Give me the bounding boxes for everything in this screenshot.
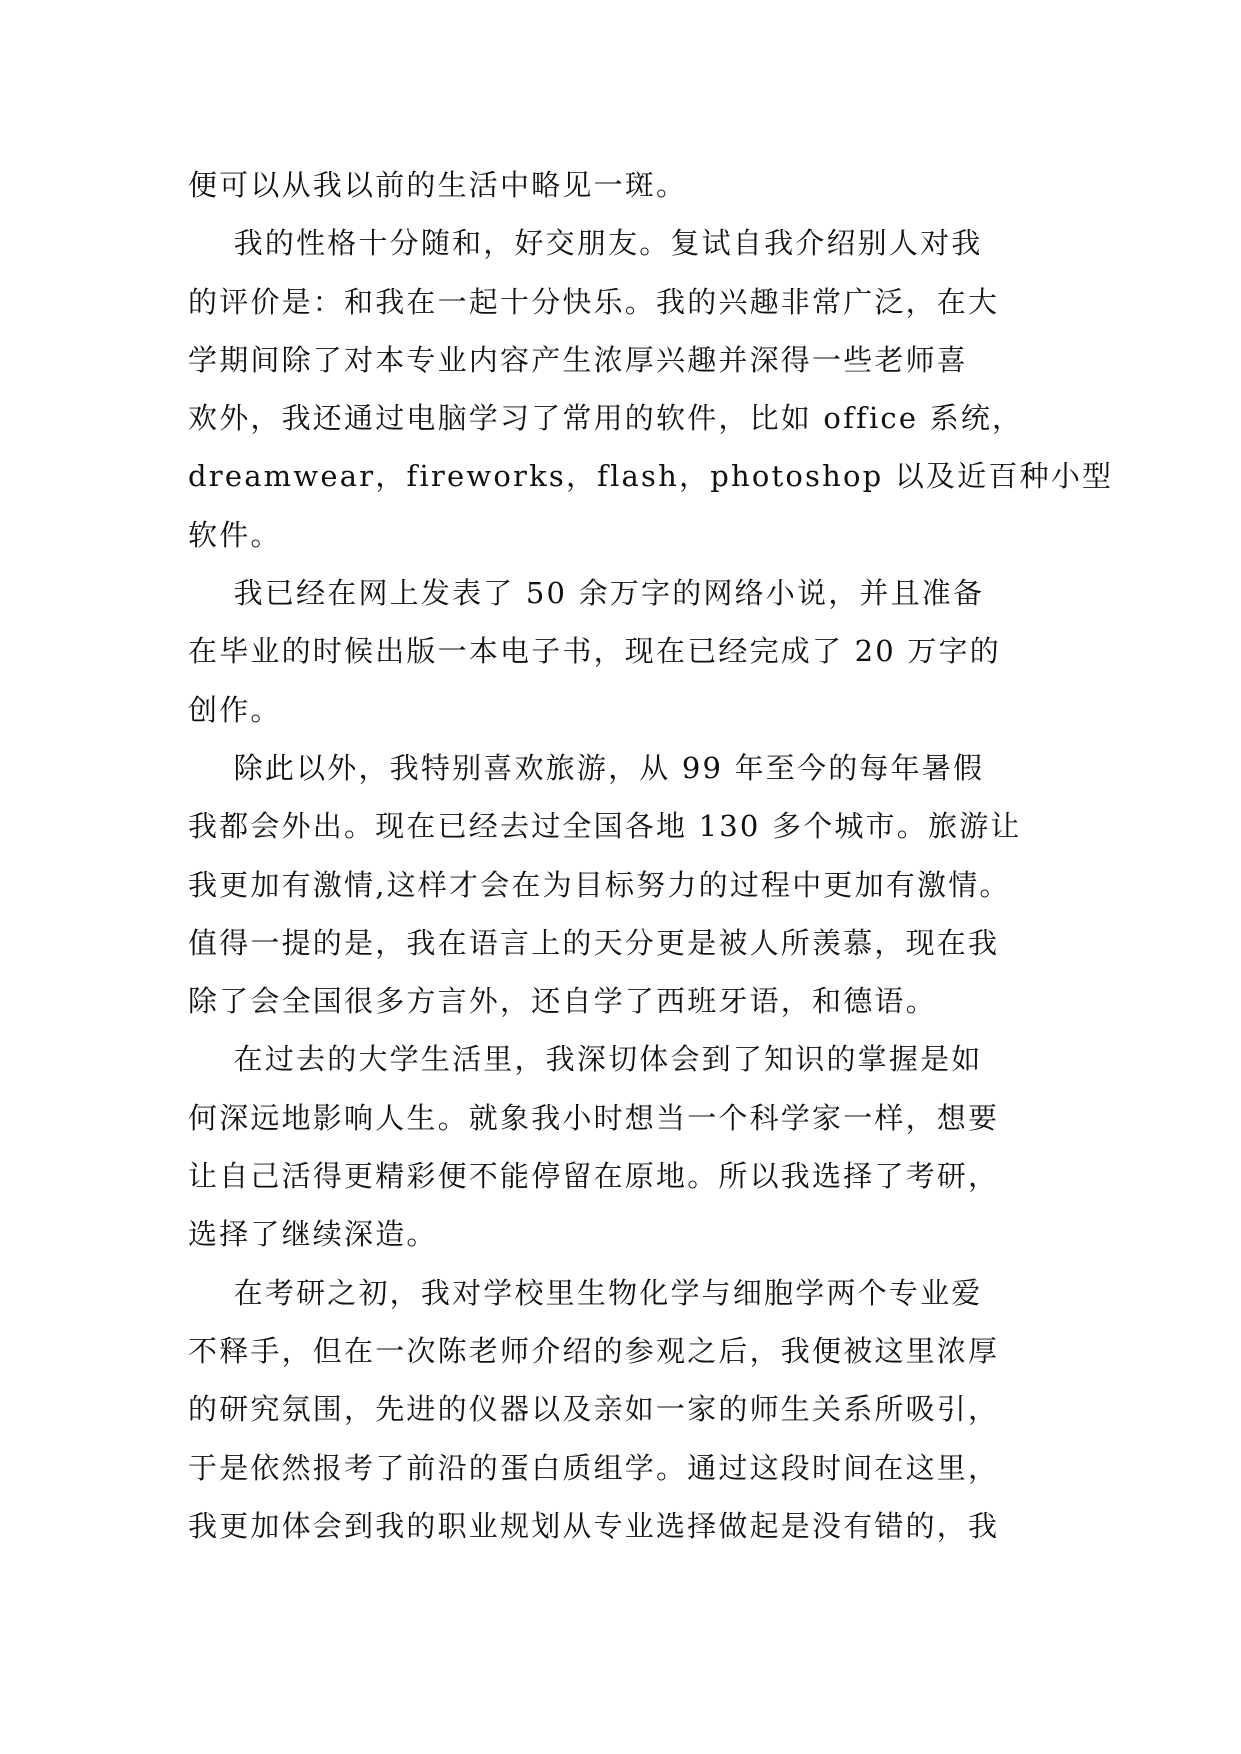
text-line: 除了会全国很多方言外，还自学了西班牙语，和德语。 (188, 984, 937, 1019)
text-line: 的研究氛围，先进的仪器以及亲如一家的师生关系所吸引， (188, 1392, 1000, 1427)
text-line: 在毕业的时候出版一本电子书，现在已经完成了 20 万字的 (188, 634, 1001, 669)
text-line: 我更加有激情,这样才会在为目标努力的过程中更加有激情。 (188, 867, 1011, 902)
text-line: 于是依然报考了前沿的蛋白质组学。通过这段时间在这里， (188, 1450, 1000, 1485)
text-line: 我更加体会到我的职业规划从专业选择做起是没有错的，我 (188, 1508, 1000, 1543)
text-line: 学期间除了对本专业内容产生浓厚兴趣并深得一些老师喜 (188, 342, 969, 377)
body-text (188, 156, 1114, 1555)
text-line: 我已经在网上发表了 50 余万字的网络小说，并且准备 (188, 576, 985, 611)
text-line: dreamwear，fireworks，flash，photoshop 以及近百种小型 (188, 459, 1114, 494)
text-line: 何深远地影响人生。就象我小时想当一个科学家一样，想要 (188, 1100, 1000, 1135)
text-line: 除此以外，我特别喜欢旅游，从 99 年至今的每年暑假 (188, 750, 985, 785)
text-line: 选择了继续深造。 (188, 1217, 438, 1252)
text-line: 创作。 (188, 692, 282, 727)
text-line: 的评价是：和我在一起十分快乐。我的兴趣非常广泛，在大 (188, 284, 1000, 319)
text-line: 让自己活得更精彩便不能停留在原地。所以我选择了考研， (188, 1159, 1000, 1194)
text-line: 我都会外出。现在已经去过全国各地 130 多个城市。旅游让 (188, 809, 1022, 844)
text-line: 不释手，但在一次陈老师介绍的参观之后，我便被这里浓厚 (188, 1333, 1000, 1368)
text-line: 在考研之初，我对学校里生物化学与细胞学两个专业爱 (188, 1275, 983, 1310)
text-line: 在过去的大学生活里，我深切体会到了知识的掌握是如 (188, 1042, 983, 1077)
text-line: 欢外，我还通过电脑学习了常用的软件，比如 office 系统， (188, 401, 1024, 436)
text-line: 便可以从我以前的生活中略见一斑。 (188, 168, 688, 202)
text-line: 我的性格十分随和，好交朋友。复试自我介绍别人对我 (188, 226, 983, 261)
text-line: 软件。 (188, 517, 282, 552)
text-line: 值得一提的是，我在语言上的天分更是被人所羡慕，现在我 (188, 925, 1000, 960)
